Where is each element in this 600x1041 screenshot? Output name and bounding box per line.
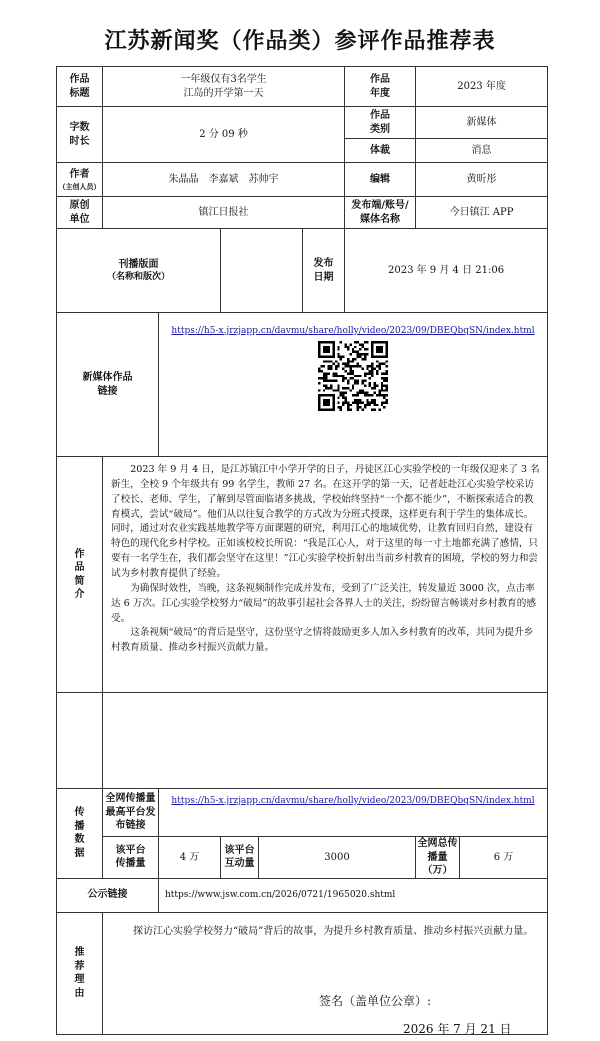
spread-top-label: 全网传播量 最高平台发 布链接 [103, 789, 159, 837]
recommend-label: 推 荐 理 由 [57, 912, 103, 1034]
category-label: 作品 类别 [345, 107, 416, 139]
genre-value: 消息 [416, 139, 548, 163]
spread-top-link[interactable]: https://h5-x.jrzjapp.cn/davmu/share/holly/video/2023/09/DBEQbqSN/index.html [159, 789, 548, 837]
platform-interact-value: 3000 [259, 837, 416, 879]
work-link[interactable]: https://h5-x.jrzjapp.cn/davmu/share/holly/video/2023/09/DBEQbqSN/index.html [171, 326, 535, 336]
platform-interact-label: 该平台 互动量 [221, 837, 259, 879]
editor-value: 黄昕彤 [416, 163, 548, 197]
intro-label: 作 品 简 介 [57, 457, 103, 693]
genre-label: 体裁 [345, 139, 416, 163]
year-value: 2023 年度 [416, 67, 548, 107]
public-link-label: 公示链接 [57, 878, 159, 912]
total-spread-label: 全网总传 播量（万） [417, 838, 458, 876]
recommend-cell [103, 912, 548, 1034]
platform-spread-label: 该平台 传播量 [103, 837, 159, 879]
publish-date-value: 2023 年 9 月 4 日 21:06 [345, 229, 548, 313]
intro-paragraph-3: 这条视频“破局”的背后是坚守，这份坚守之情将鼓励更多人加入乡村教育的改革，共同为提升乡村教育质量、推动乡村振兴贡献力量。 [111, 627, 534, 654]
qr-code-icon[interactable] [318, 341, 388, 411]
intro-text [103, 457, 548, 693]
duration-value: 2 分 09 秒 [103, 107, 345, 163]
origin-label: 原创 单位 [57, 197, 103, 229]
work-title-value: 一年级仅有3名学生 江岛的开学第一天 [103, 67, 345, 107]
platform-label: 发布端/账号/ 媒体名称 [345, 197, 416, 229]
recommend-text: 探访江心实验学校努力“破局”背后的故事，为提升乡村教育质量、推动乡村振兴贡献力量。 [133, 925, 534, 937]
intro-paragraph-1: 2023 年 9 月 4 日，是江苏镇江中小学开学的日子，丹徒区江心实验学校的一年级仅迎来了 3 名新生，全校 9 个年级共有 99 名学生，教师 27 名。在这开学的第一天，记者赶赴江心实验学校采访了校长、老师、学生，了解到尽管面临诸多挑战，学校始终坚持“一个都不能少”，不断探索适合的教育模式，尝试“破局”。他们从以往复合教学的方式改为分班式授课，这样更有利于学生的集体成长。同时，通过对农业实践基地教学等方面课题的研究，利用江心的地域优势，让教育回归自然，建设有特色的现代化乡村学校。正如该校校长所说：“我是江心人，对于这里的每一寸土地都充满了感情，只要有一名学生在，我们都会坚守在这里！”江心实验学校折射出当前乡村教育的困境，学校的努力和尝试为乡村教育提供了经验。 [111, 464, 540, 580]
link-cell [159, 313, 548, 457]
publish-date-label: 发布 日期 [303, 229, 345, 313]
category-value: 新媒体 [416, 107, 548, 139]
author-label: 作者 （主创人员） [57, 163, 103, 197]
origin-value: 镇江日报社 [103, 197, 345, 229]
recommendation-form [56, 66, 548, 1035]
editor-label: 编辑 [345, 163, 416, 197]
spread-label: 传 播 数 据 [57, 789, 103, 879]
layout-value [221, 229, 303, 313]
work-title-label: 作品 标题 [57, 67, 103, 107]
year-label: 作品 年度 [345, 67, 416, 107]
layout-sub-label: （名称和版次） [106, 272, 170, 283]
platform-spread-value: 4 万 [159, 837, 221, 879]
page-title: 江苏新闻奖（作品类）参评作品推荐表 [104, 28, 496, 54]
signature-line: 签名（盖单位公章）: [319, 993, 432, 1008]
author-value: 朱晶晶 李嘉斌 苏帅宇 [103, 163, 345, 197]
link-label: 新媒体作品 链接 [57, 313, 159, 457]
duration-label: 字数 时长 [57, 107, 103, 163]
total-spread-value: 6 万 [460, 837, 548, 879]
blank-left-cell [57, 693, 103, 789]
signature-date: 2026 年 7 月 21 日 [403, 1021, 512, 1034]
public-link-value[interactable]: https://www.jsw.com.cn/2026/0721/1965020.shtml [159, 878, 548, 912]
layout-label: 刊播版面 （名称和版次） [57, 229, 221, 313]
author-sub-label: （主创人员） [58, 181, 101, 191]
blank-right-cell [103, 693, 548, 789]
platform-value: 今日镇江 APP [416, 197, 548, 229]
intro-paragraph-2: 为确保时效性，当晚，这条视频制作完成并发布，受到了广泛关注，转发量近 3000 次，点击率达 6 万次。江心实验学校努力“破局”的故事引起社会各界人士的关注，纷纷留言畅谈对乡村教育的感受。 [111, 582, 536, 624]
